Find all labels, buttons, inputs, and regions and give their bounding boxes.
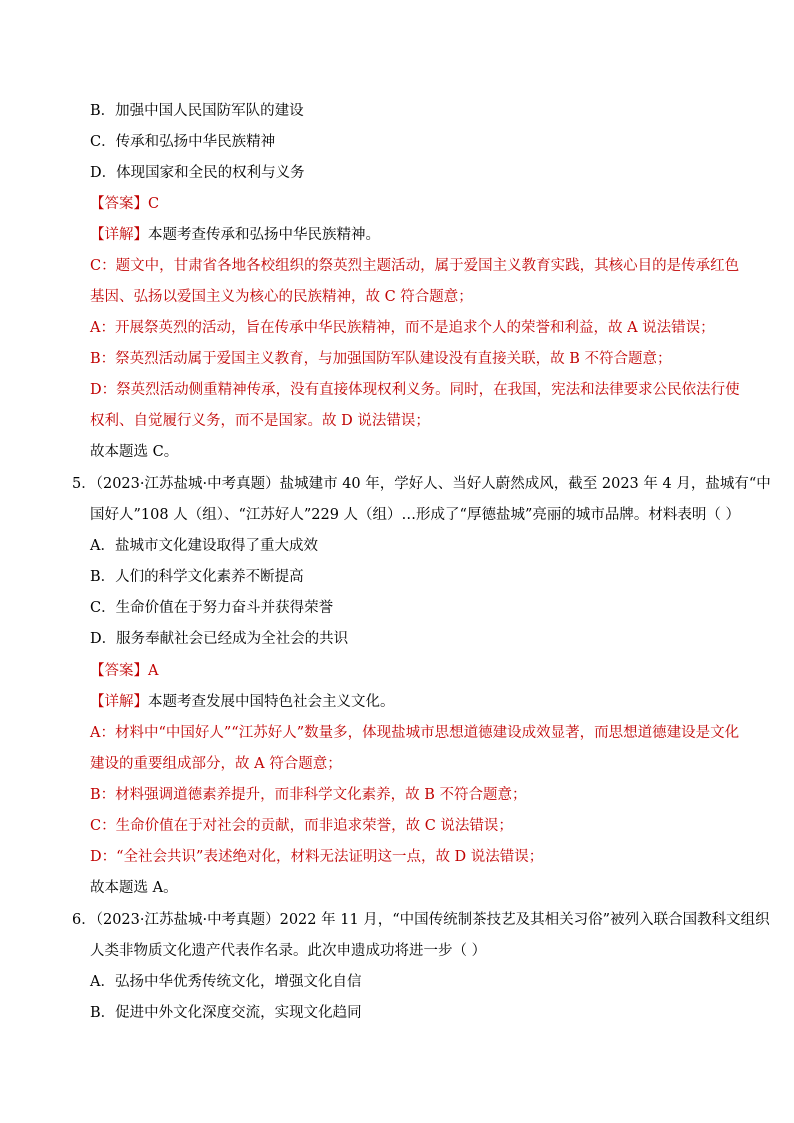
q5-option-a: A．盐城市文化建设取得了重大成效	[90, 538, 318, 554]
q4-analysis-line: D：祭英烈活动侧重精神传承，没有直接体现权利义务。同时，在我国，宪法和法律要求公民依法行使	[90, 382, 740, 398]
q5-option-c: C．生命价值在于努力奋斗并获得荣誉	[90, 600, 334, 616]
q5-stem: 5．（2023·江苏盐城·中考真题）盐城建市 40 年，学好人、当好人蔚然成风，截至 2023 年 4 月，盐城有“中	[72, 476, 771, 492]
detail-intro: 本题考查传承和弘扬中华民族精神。	[148, 227, 380, 243]
q4-analysis-line: B：祭英烈活动属于爱国主义教育，与加强国防军队建设没有直接关联，故 B 不符合题意；	[90, 351, 672, 367]
q4-conclusion: 故本题选 C。	[90, 444, 179, 460]
q5-analysis-line: 建设的重要组成部分，故 A 符合题意；	[90, 756, 342, 772]
answer-tag: 【答案】	[90, 663, 148, 679]
q4-option-d: D．体现国家和全民的权利与义务	[90, 165, 305, 181]
q4-option-b: B．加强中国人民国防军队的建设	[90, 103, 304, 119]
answer-tag: 【答案】	[90, 196, 148, 212]
q5-detail-line	[90, 692, 395, 712]
q5-analysis-line: B：材料强调道德素养提升，而非科学文化素养，故 B 不符合题意；	[90, 787, 527, 803]
q4-answer-line	[90, 194, 159, 214]
q5-option-b: B．人们的科学文化素养不断提高	[90, 569, 304, 585]
q6-stem: 人类非物质文化遗产代表作名录。此次申遗成功将进一步（ ）	[90, 943, 487, 959]
q5-stem: 国好人”108 人（组）、“江苏好人”229 人（组）…形成了“厚德盐城”亮丽的城市品牌。材料表明（ ）	[90, 507, 740, 523]
detail-intro: 本题考查发展中国特色社会主义文化。	[148, 694, 395, 710]
q6-option-b: B．促进中外文化深度交流，实现文化趋同	[90, 1005, 362, 1021]
q4-detail-line	[90, 225, 380, 245]
q4-analysis-line: C：题文中，甘肃省各地各校组织的祭英烈主题活动，属于爱国主义教育实践，其核心目的是传承红色	[90, 258, 740, 274]
q4-analysis-line: 基因、弘扬以爱国主义为核心的民族精神，故 C 符合题意；	[90, 289, 473, 305]
q6-option-a: A．弘扬中华优秀传统文化，增强文化自信	[90, 974, 362, 990]
q5-answer-line	[90, 661, 158, 681]
q5-option-d: D．服务奉献社会已经成为全社会的共识	[90, 631, 349, 647]
q5-analysis-line: C：生命价值在于对社会的贡献，而非追求荣誉，故 C 说法错误；	[90, 818, 513, 834]
q5-analysis-line: A：材料中“中国好人”“江苏好人”数量多，体现盐城市思想道德建设成效显著，而思想道德建设是文化	[90, 725, 740, 741]
answer-value: C	[148, 196, 160, 212]
q4-analysis-line: 权利、自觉履行义务，而不是国家。故 D 说法错误；	[90, 413, 430, 429]
detail-tag: 【详解】	[90, 227, 148, 243]
q6-stem: 6．（2023·江苏盐城·中考真题）2022 年 11 月，“中国传统制茶技艺及其相关习俗”被列入联合国教科文组织	[72, 912, 770, 928]
q5-conclusion: 故本题选 A。	[90, 880, 178, 896]
q4-analysis-line: A：开展祭英烈的活动，旨在传承中华民族精神，而不是追求个人的荣誉和利益，故 A 说法错误；	[90, 320, 715, 336]
q5-analysis-line: D：“全社会共识”表述绝对化，材料无法证明这一点，故 D 说法错误；	[90, 849, 544, 865]
answer-value: A	[148, 663, 159, 679]
detail-tag: 【详解】	[90, 694, 148, 710]
q4-option-c: C．传承和弘扬中华民族精神	[90, 134, 276, 150]
